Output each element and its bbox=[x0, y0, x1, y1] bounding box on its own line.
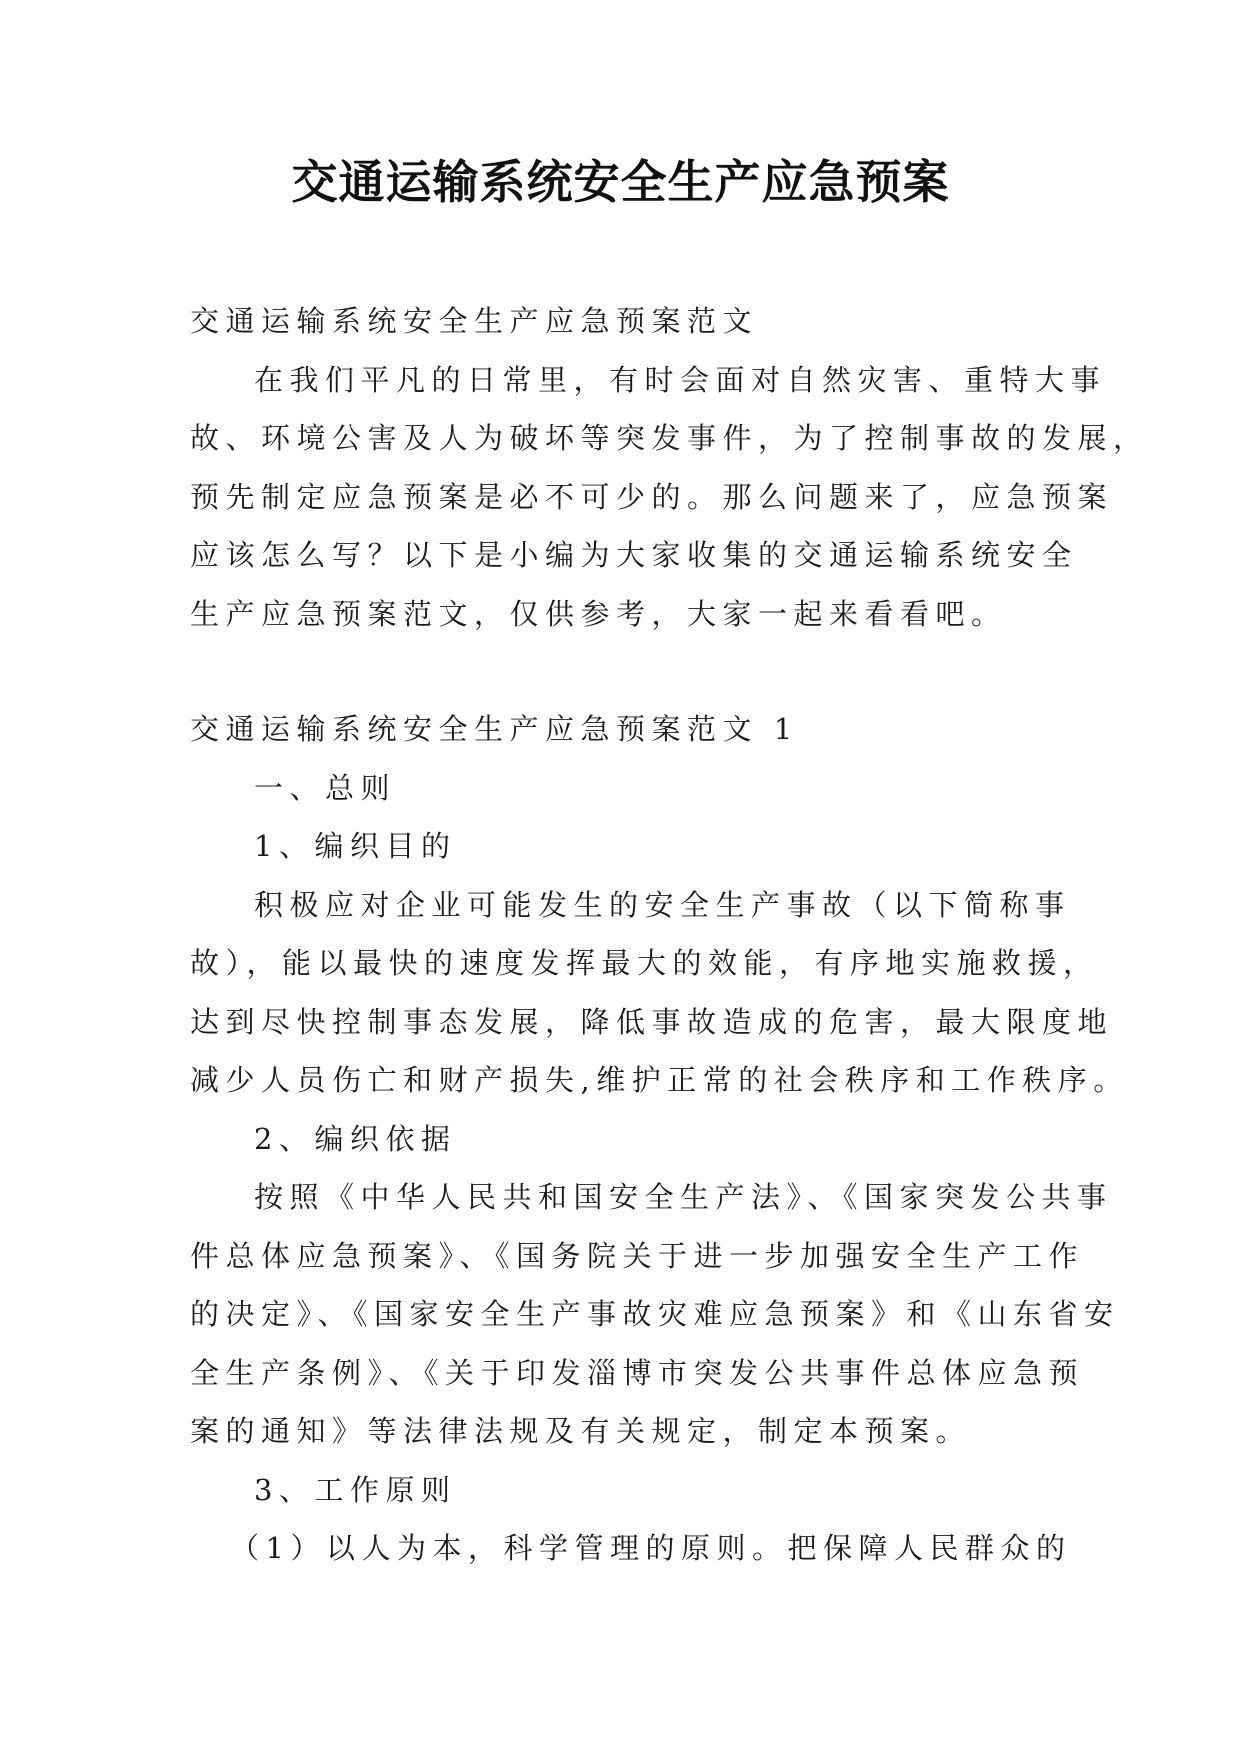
paragraph-line: （1）以人为本，科学管理的原则。把保障人民群众的 bbox=[230, 1531, 1072, 1565]
paragraph-line: 故），能以最快的速度发挥最大的效能，有序地实施救援， bbox=[190, 946, 1099, 980]
paragraph-line: 件总体应急预案》、《国务院关于进一步加强安全生产工作 bbox=[190, 1238, 1085, 1273]
heading-principle: 3、工作原则 bbox=[254, 1472, 457, 1507]
paragraph-line: 的决定》、《国家安全生产事故灾难应急预案》和《山东省安 bbox=[190, 1297, 1120, 1331]
paragraph-line: 按照《中华人民共和国安全生产法》、《国家突发公共事 bbox=[254, 1180, 1113, 1214]
document-title: 交通运输系统安全生产应急预案 bbox=[291, 155, 950, 209]
paragraph-line: 达到尽快控制事态发展，降低事故造成的危害，最大限度地 bbox=[190, 1004, 1114, 1039]
heading-general: 一、总则 bbox=[254, 770, 397, 805]
paragraph-gap bbox=[190, 643, 1050, 700]
paragraph-line: 预先制定应急预案是必不可少的。那么问题来了，应急预案 bbox=[190, 479, 1114, 514]
heading-purpose: 1、编织目的 bbox=[254, 829, 457, 863]
paragraph-line: 减少人员伤亡和财产损失,维护正常的社会秩序和工作秩序。 bbox=[190, 1063, 1129, 1097]
paragraph-line: 生产应急预案范文，仅供参考，大家一起来看看吧。 bbox=[190, 596, 1007, 631]
heading-basis: 2、编织依据 bbox=[254, 1121, 457, 1156]
paragraph-line: 应该怎么写？以下是小编为大家收集的交通运输系统安全 bbox=[190, 538, 1078, 572]
paragraph-line: 案的通知》等法律法规及有关规定，制定本预案。 bbox=[190, 1414, 972, 1448]
section-title-line: 交通运输系统安全生产应急预案范文 1 bbox=[190, 712, 799, 746]
paragraph-line: 全生产条例》、《关于印发淄博市突发公共事件总体应急预 bbox=[190, 1355, 1085, 1390]
subtitle-line: 交通运输系统安全生产应急预案范文 bbox=[190, 304, 759, 338]
paragraph-line: 故、环境公害及人为破坏等突发事件，为了控制事故的发展， bbox=[190, 421, 1149, 455]
paragraph-line: 在我们平凡的日常里，有时会面对自然灾害、重特大事 bbox=[254, 362, 1107, 397]
paragraph-line: 积极应对企业可能发生的安全生产事故（以下简称事 bbox=[254, 887, 1071, 922]
document-body bbox=[190, 292, 1149, 1578]
